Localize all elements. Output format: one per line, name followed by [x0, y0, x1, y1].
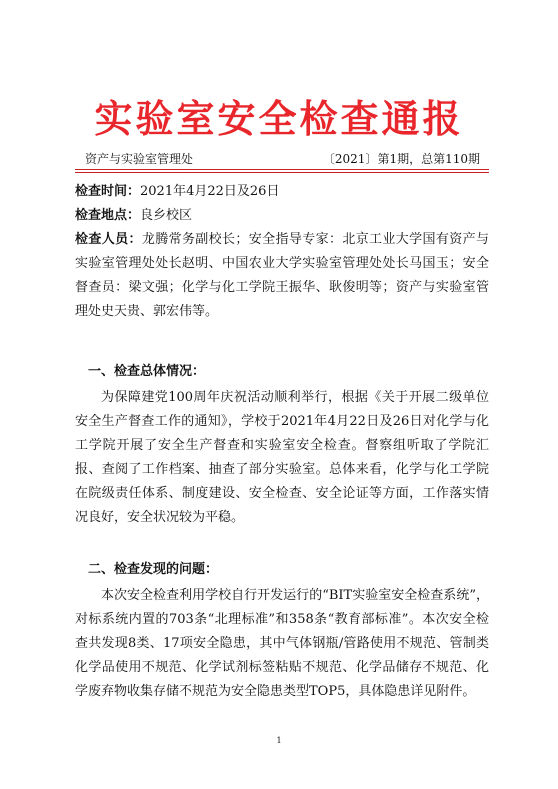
- inspection-meta: [75, 180, 489, 324]
- section-overview: [75, 360, 489, 530]
- inspection-time: [75, 180, 489, 204]
- inspection-location: [75, 204, 489, 228]
- header-rule: [75, 169, 489, 170]
- page-number: 1: [276, 736, 282, 745]
- section-problems: [75, 558, 489, 704]
- header-rule-thin: [75, 172, 489, 173]
- location-label: 检查地点：: [75, 208, 141, 223]
- time-value: 2021年4月22日及26日: [140, 184, 280, 199]
- people-label: 检查人员：: [75, 232, 142, 247]
- section-2-text: 本次安全检查利用学校自行开发运行的“BIT实验室安全检查系统”，对标系统内置的703条“北理标准”和358条“教育部标准”。本次安全检查共发现8类、17项安全隐患，其中气体钢瓶/管路使用不规范、管制类化学品使用不规范、化学试剂标签粘贴不规范、化学品储存不规范、化学废弃物收集存储不规范为安全隐患类型TOP5，具体隐患详见附件。: [75, 588, 489, 699]
- section-1-text: 为保障建党100周年庆祝活动顺利举行，根据《关于开展二级单位安全生产督查工作的通知》，学校于2021年4月22日及26日对化学与化工学院开展了安全生产督查和实验室安全检查。督察组听取了学院汇报、查阅了工作档案、抽查了部分实验室。总体来看，化学与化工学院在院级责任体系、制度建设、安全检查、安全论证等方面，工作落实情况良好，安全状况较为平稳。: [75, 390, 489, 525]
- document-title: 实验室安全检查通报: [94, 97, 464, 141]
- people-value: 龙腾常务副校长；安全指导专家：北京工业大学国有资产与实验室管理处处长赵明、中国农业大学实验室管理处处长马国玉；安全督查员：梁文强；化学与化工学院王振华、耿俊明等；资产与实验室管理处史天贵、郭宏伟等。: [75, 232, 489, 319]
- issuer-name: 资产与实验室管理处: [85, 152, 194, 166]
- section-1-heading: 一、检查总体情况：: [88, 364, 206, 379]
- issue-number: 〔2021〕第1期，总第110期: [322, 152, 480, 166]
- section-2-heading: 二、检查发现的问题：: [88, 562, 219, 577]
- inspection-people: [75, 228, 489, 324]
- time-label: 检查时间：: [75, 184, 141, 199]
- location-value: 良乡校区: [140, 208, 193, 223]
